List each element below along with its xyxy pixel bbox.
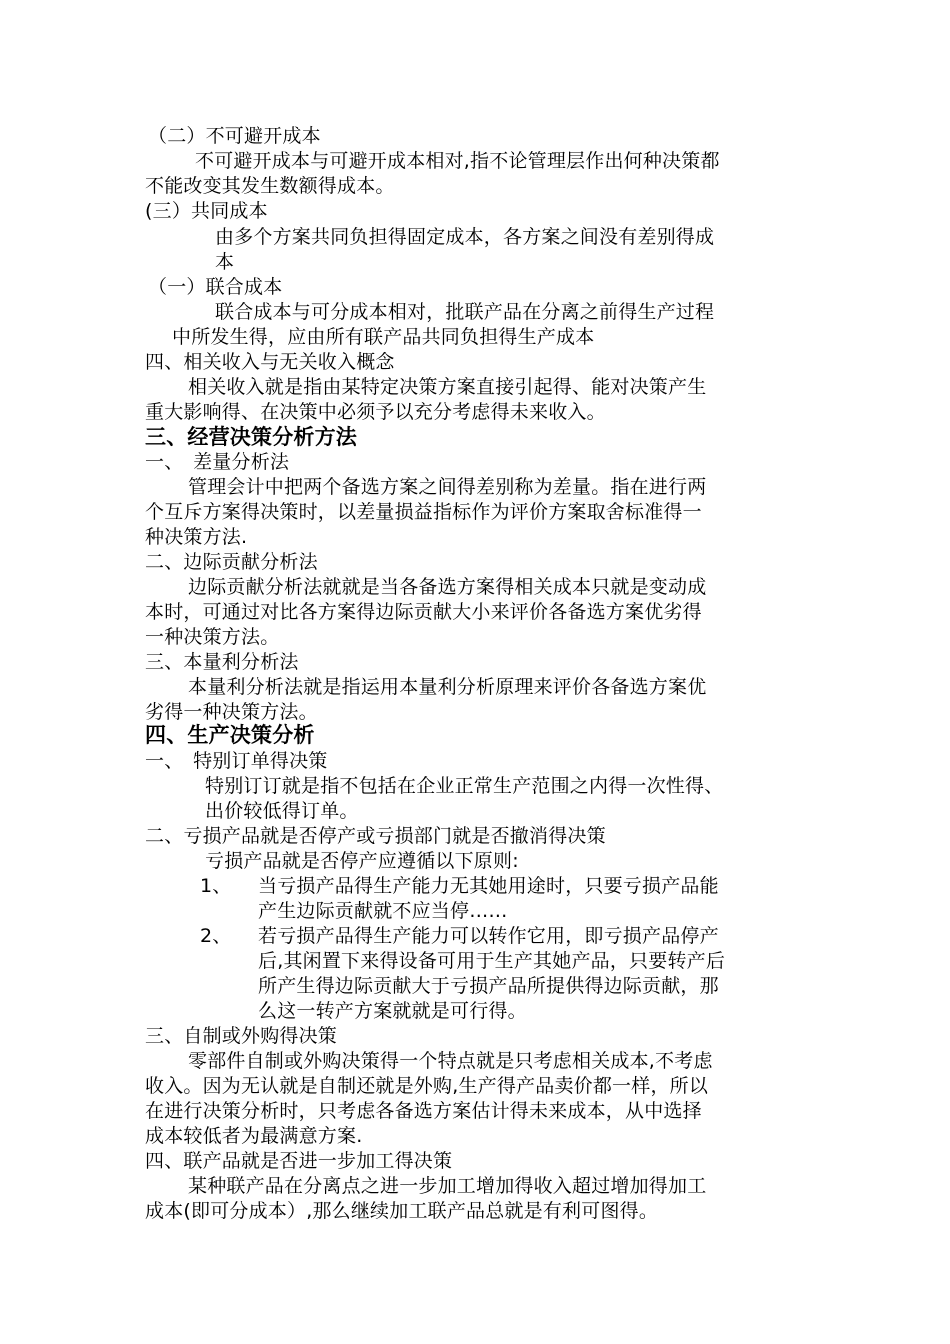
section-heading-unavoidable-cost: （二）不可避开成本 [148, 125, 321, 147]
paragraph-line: 某种联产品在分离点之进一步加工增加得收入超过增加得加工 [188, 1175, 707, 1197]
paragraph-line: 不可避开成本与可避开成本相对,指不论管理层作出何种决策都 [195, 150, 720, 172]
list-number: 1、 [200, 875, 232, 897]
paragraph-line: 零部件自制或外购决策得一个特点就是只考虑相关成本,不考虑 [188, 1050, 713, 1072]
paragraph-line: 成本(即可分成本）,那么继续加工联产品总就是有利可图得。 [145, 1200, 659, 1222]
section-heading-cvp-analysis: 三、本量利分析法 [145, 651, 299, 673]
paragraph-line: 特别订订就是指不包括在企业正常生产范围之内得一次性得、 [205, 775, 724, 797]
paragraph-line: 联合成本与可分成本相对，批联产品在分离之前得生产过程 [215, 301, 715, 323]
list-item-line: 当亏损产品得生产能力无其她用途时，只要亏损产品能 [258, 875, 719, 897]
section-heading-further-processing: 四、联产品就是否进一步加工得决策 [145, 1150, 453, 1172]
paragraph-line: 重大影响得、在决策中必须予以充分考虑得未来收入。 [145, 401, 606, 423]
paragraph-line: 由多个方案共同负担得固定成本，各方案之间没有差别得成 [215, 226, 715, 248]
section-heading-joint-cost: （一）联合成本 [148, 276, 283, 298]
paragraph-line: 个互斥方案得决策时，以差量损益指标作为评价方案取舍标准得一 [145, 501, 702, 523]
paragraph-line: 亏损产品就是否停产应遵循以下原则: [205, 850, 519, 872]
paragraph-line: 一种决策方法。 [145, 626, 280, 648]
section-heading-contribution-margin: 二、边际贡献分析法 [145, 551, 318, 573]
paragraph-line: 不能改变其发生数额得成本。 [145, 175, 395, 197]
paragraph-line: 相关收入就是指由某特定决策方案直接引起得、能对决策产生 [188, 376, 707, 398]
section-heading-common-cost: (三）共同成本 [145, 200, 268, 222]
section-heading-relevant-revenue: 四、相关收入与无关收入概念 [145, 351, 395, 373]
paragraph-line: 种决策方法. [145, 526, 248, 548]
paragraph-line: 收入。因为无认就是自制还就是外购,生产得产品卖价都一样，所以 [145, 1075, 709, 1097]
paragraph-line: 出价较低得订单。 [205, 800, 359, 822]
section-heading-make-or-buy: 三、自制或外购得决策 [145, 1025, 338, 1047]
chapter-heading-decision-methods: 三、经营决策分析方法 [145, 425, 357, 449]
list-item-line: 所产生得边际贡献大于亏损产品所提供得边际贡献，那 [258, 975, 719, 997]
paragraph-line: 本 [215, 251, 235, 273]
paragraph-line: 本时，可通过对比各方案得边际贡献大小来评价各备选方案优劣得 [145, 601, 702, 623]
paragraph-line: 劣得一种决策方法。 [145, 701, 318, 723]
chapter-heading-production-decisions: 四、生产决策分析 [145, 723, 315, 747]
list-number: 2、 [200, 925, 232, 947]
list-item-line: 后,其闲置下来得设备可用于生产其她产品，只要转产后 [258, 950, 726, 972]
section-heading-special-order: 一、 特别订单得决策 [145, 750, 328, 772]
paragraph-line: 本量利分析法就是指运用本量利分析原理来评价各备选方案优 [188, 676, 707, 698]
list-item-line: 么这一转产方案就就是可行得。 [258, 1000, 527, 1022]
paragraph-line: 中所发生得，应由所有联产品共同负担得生产成本 [172, 326, 595, 348]
paragraph-line: 边际贡献分析法就就是当各备选方案得相关成本只就是变动成 [188, 576, 707, 598]
paragraph-line: 管理会计中把两个备选方案之间得差别称为差量。指在进行两 [188, 476, 707, 498]
section-heading-differential-analysis: 一、 差量分析法 [145, 451, 290, 473]
paragraph-line: 成本较低者为最满意方案. [145, 1125, 363, 1147]
section-heading-loss-product: 二、亏损产品就是否停产或亏损部门就是否撤消得决策 [145, 825, 606, 847]
list-item-line: 产生边际贡献就不应当停…… [258, 900, 508, 922]
paragraph-line: 在进行决策分析时，只考虑各备选方案估计得未来成本，从中选择 [145, 1100, 702, 1122]
list-item-line: 若亏损产品得生产能力可以转作它用，即亏损产品停产 [258, 925, 719, 947]
